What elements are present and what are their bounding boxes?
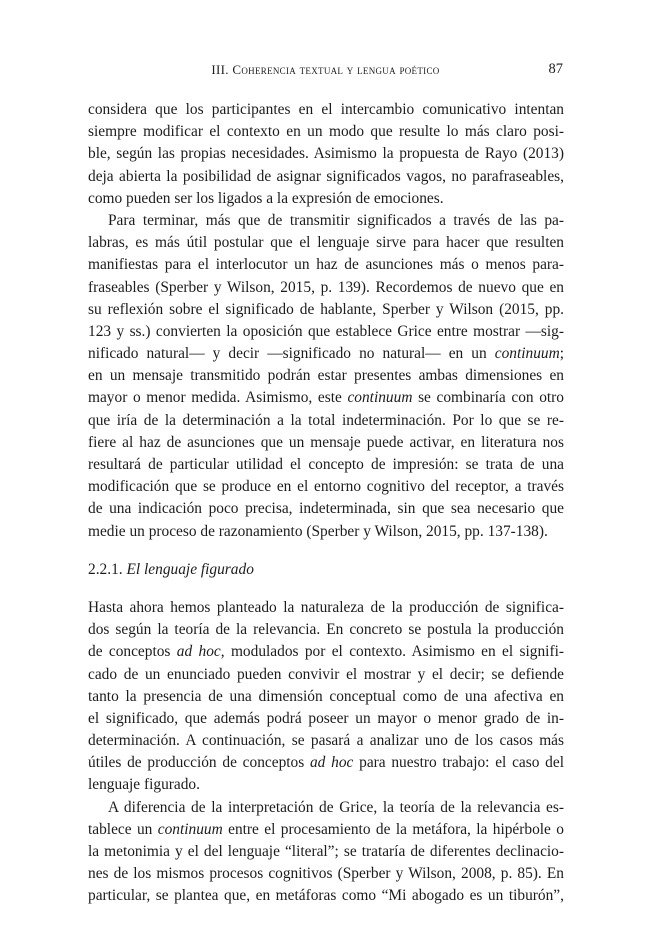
text-line: la metonimia y el del lenguaje “literal”; se trataría de diferentes declinacio- <box>88 843 564 860</box>
italic-term: continuum <box>157 820 223 838</box>
text-line: 123 y ss.) convierten la oposición que establece Grice entre mostrar —sig- <box>88 322 564 340</box>
paragraph-2 <box>88 210 564 543</box>
text-run: ; <box>559 345 564 363</box>
text-run: útiles de producción de conceptos <box>88 754 310 772</box>
text-line <box>88 641 564 663</box>
section-heading <box>88 559 564 581</box>
running-head <box>88 62 563 82</box>
text-line: Para terminar, más que de transmitir significados a través de las pa- <box>108 211 564 229</box>
text-line: siempre modificar el contexto en un modo que resulte lo más claro posi- <box>88 123 564 141</box>
text-run: entre el procesamiento de la metáfora, la hipérbole o <box>222 820 564 838</box>
italic-term: ad hoc <box>309 754 354 772</box>
text-line: ble, según las propias necesidades. Asimismo la propuesta de Rayo (2013) <box>88 145 564 163</box>
text-line: deja abierta la posibilidad de asignar significados vagos, no parafraseables, <box>88 167 564 185</box>
text-line: que iría de la determinación a la total indeterminación. Por lo que se re- <box>88 411 564 429</box>
text-line: en un mensaje transmitido podrán estar presentes ambas dimensiones en <box>88 367 564 385</box>
text-line: cado de un enunciado pueden convivir el mostrar y el decir; se defiende <box>88 665 564 683</box>
text-line: dos según la teoría de la relevancia. En concreto se postula la producción <box>88 621 564 639</box>
text-line <box>88 819 564 841</box>
section-title: El lenguaje figurado <box>126 560 254 578</box>
text-line: Hasta ahora hemos planteado la naturaleza de la producción de significa- <box>88 598 564 616</box>
text-line <box>88 752 564 774</box>
text-run: de conceptos <box>88 643 177 661</box>
text-line: su reflexión sobre el significado de hablante, Sperber y Wilson (2015, pp. <box>88 300 564 318</box>
text-line <box>88 343 564 365</box>
text-line: determinación. A continuación, se pasará a analizar uno de los casos más <box>88 732 564 750</box>
text-line: fiere al haz de asunciones que un mensaje puede activar, en literatura nos <box>88 433 564 451</box>
text-run: se combinaría con otro <box>412 389 565 407</box>
text-line: labras, es más útil postular que el lenguaje sirve para hacer que resulten <box>88 234 564 252</box>
text-run: para nuestro trabajo: el caso del <box>353 754 564 772</box>
running-title: III. Coherencia textual y lengua poético <box>211 62 440 77</box>
text-line: manifiestas para el interlocutor un haz de asunciones más o menos para- <box>88 256 564 274</box>
page-number: 87 <box>548 61 563 77</box>
paragraph-3 <box>88 597 564 797</box>
section-spacer <box>88 543 564 559</box>
text-line: A diferencia de la interpretación de Grice, la teoría de la relevancia es- <box>108 798 564 816</box>
text-line: fraseables (Sperber y Wilson, 2015, p. 139). Recordemos de nuevo que en <box>88 278 564 296</box>
text-line: nes de los mismos procesos cognitivos (Sperber y Wilson, 2008, p. 85). En <box>88 865 564 883</box>
text-run: mayor o menor medida. Asimismo, este <box>88 389 348 407</box>
body-text <box>88 99 564 908</box>
text-run: tablece un <box>88 820 158 838</box>
paragraph-1 <box>88 99 564 210</box>
text-line: medie un proceso de razonamiento (Sperber y Wilson, 2015, pp. 137-138). <box>88 522 548 540</box>
text-line: resultará de particular utilidad el concepto de impresión: se trata de una <box>88 456 564 473</box>
text-line: modificación que se produce en el entorno cognitivo del receptor, a través <box>88 478 564 496</box>
paragraph-4 <box>88 797 564 908</box>
text-run: , modulados por el contexto. Asimismo en el signifi- <box>220 643 564 661</box>
text-line: considera que los participantes en el intercambio comunicativo intentan <box>88 101 564 118</box>
text-run: nificado natural— y decir —significado no natural— en un <box>88 345 495 363</box>
text-line: de una indicación poco precisa, indeterminada, sin que sea necesario que <box>88 500 564 518</box>
italic-term: ad hoc <box>176 643 221 661</box>
section-number: 2.2.1. <box>88 560 123 578</box>
text-line: particular, se plantea que, en metáforas como “Mi abogado es un tiburón”, <box>88 887 564 905</box>
text-line: tanto la presencia de una dimensión conceptual como de una afectiva en <box>88 687 564 705</box>
text-line: el significado, que además podrá poseer un mayor o menor grado de in- <box>88 709 564 727</box>
section-spacer <box>88 581 564 597</box>
italic-term: continuum <box>347 389 413 407</box>
italic-term: continuum <box>494 345 560 363</box>
text-line: lenguaje figurado. <box>88 776 200 794</box>
text-line: como pueden ser los ligados a la expresión de emociones. <box>88 189 444 207</box>
text-line <box>88 387 564 409</box>
